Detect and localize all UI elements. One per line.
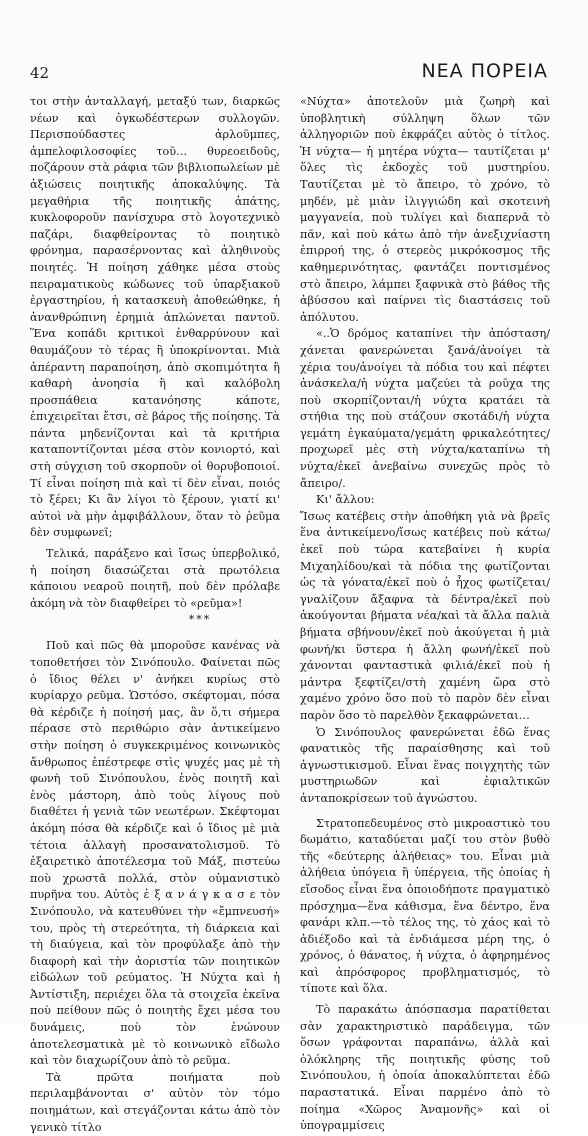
- paragraph: Ὁ Σινόπουλος φανερώνεται ἐδῶ ἕνας φανατικὸς τῆς παραίσθησης καὶ τοῦ ἀγνωστικισμοῦ. Εἶναι ἕνας ποιγχητὴς τῶν μυστηριωδῶν καὶ ἐφιαλτικῶν ἀνταποκρίσεων τοῦ ἀγνώστου.: [300, 725, 550, 805]
- paragraph: Τὰ πρῶτα ποιήματα ποὺ περιλαμβάνονται σ' αὐτὸν τὸν τόμο ποιημάτων, καὶ στεγάζονται κάτω ἀπὸ τὸν γενικὸ τίτλο: [30, 1070, 280, 1134]
- page-number: 42: [30, 64, 50, 82]
- quoted-poem: Ἴσως κατέβεις στὴν ἀποθήκη γιὰ νὰ βρεῖς ἕνα ἀντικείμενο/ἴσως κατέβεις ποὺ κάτω/ἐκεῖ ποὺ τώρα κατεβαίνει ἡ κυρία Μιχαηλίδου/καὶ τὰ πόδια της φωτίζονται ὡς τὰ γόνατα/ἐκεῖ ποὺ ὁ ἦχος φωτίζεται/γναλίζουν ἄξαφνα τὰ δέντρα/ἐκεῖ ποὺ ἀκούγονται βήματα νέα/καὶ τὰ ἄλλα παλιὰ βήματα σβήνουν/ἐκεῖ ποὺ ἀκούγεται ἡ μιὰ φωνή/κι ὕστερα ἡ ἄλλη φωνή/ἐκεῖ ποὺ χάνονται φανταστικὰ φιλιά/ἐκεῖ ποὺ ἡ μάντρα ξεφτίζει/στὴ χαμένη ὥρα στὸ χαμένο χρόνο ὅσο ποὺ τὸ παρὸν δὲν εἶναι παρὸν ὅσο τὸ παρελθὸν ξεκαφρώνεται…: [300, 509, 550, 722]
- paragraph: τοι στὴν ἀνταλλαγή, μεταξύ των, διαρκῶς νέων καὶ ὀγκωδέστερων συλλογῶν. Περισπούδαστες ἀρλοῦμπες, ἀμπελοφιλοσοφίες τοῦ… θυρεοειδοῦς, ποζάρουν στὰ ράφια τῶν βιβλιοπωλείων μὲ ἀξιώσεις ποιητικῆς ἀποκαλύψης. Τὰ μεγαθήρια τῆς ποιητικῆς ἀπάτης, κυκλοφοροῦν πανίσχυρα στὸ λογοτεχνικὸ παζάρι, διαφθείροντας τὸ ποιητικὸ φρόνημα, παρασέρνοντας καὶ ἀληθινοὺς ποιητές. Ἡ ποίηση χάθηκε μέσα στοὺς πειραματικοὺς κώδωνες τοῦ ὑπαρξιακοῦ ἐργαστηρίου, ἡ κατασκευὴ ἀποθεώθηκε, ἡ ἀνανθρώπινη ἐρημιὰ ἁπλώνεται παντοῦ. Ἕνα κοπάδι κριτικοὶ ἐνθαρρύνουν καὶ θαυμάζουν τὸ τέρας ἢ ὑποκρίνονται. Μιὰ ἀπέραντη παραποίηση, ἀπὸ σκοπιμότητα ἢ καθαρὴ ἀνοησία ἢ καὶ καλόβολη προσπάθεια κατανόησης κάποτε, ἐπιχειρεῖται ἔτσι, σὲ βάρος τῆς ποίησης. Τὰ πάντα μηδενίζονται καὶ τὰ κριτήρια καταποντίζονται μέσα στὸν κονιορτό, καὶ στὴ σύγχιση τοῦ σκορποῦν οἱ θορυβοποιοί. Τί εἶναι ποίηση πιὰ καὶ τί δὲν εἶναι, ποιός τὸ ξέρει; Κι ἂν λίγοι τὸ ξέρουν, γιατί κι' αὐτοὶ νὰ μὴν ἀμφιβάλλουν, ὅταν τὸ ῥεῦμα δὲν συμφωνεῖ;: [30, 95, 280, 540]
- right-text-column: [300, 94, 550, 1133]
- running-title: ΝΕΑ ΠΟΡΕΙΑ: [421, 60, 548, 82]
- paragraph: Τὸ παρακάτω ἀπόσπασμα παρατίθεται σὰν χαρακτηριστικὸ παράδειγμα, τῶν ὅσων γράφονται παραπάνω, ἀλλὰ καὶ ὁλόκληρης τῆς ποιητικῆς φύσης τοῦ Σινόπουλου, ἡ ὁποία ἀποκαλύπτεται ἐδῶ παραστατικά. Εἶναι παρμένο ἀπὸ τὸ ποίημα «Χῶρος Ἀναμονῆς» καὶ οἱ ὑπογραμμίσεις: [300, 1003, 550, 1133]
- paragraph: Στρατοπεδευμένος στὸ μικροαστικὸ του δωμάτιο, καταδύεται μαζί του στὸν βυθὸ τῆς «δεύτερης ἀλήθειας» του. Εἶναι μιὰ ἀλήθεια ὑπόγεια ἢ ὑπέργεια, τῆς ὁποίας ἡ εἴσοδος εἶναι ἕνα ὁποιοδήποτε πραγματικὸ πρόσχημα—ἕνα κάθισμα, ἕνα δέντρο, ἕνα φανάρι κλπ.—τὸ τέλος της, τὸ χάος καὶ τὸ ἀδιέξοδο καὶ τὰ ἐνδιάμεσα μέρη της, ὁ χρόνος, ὁ θάνατος, ἡ νύχτα, ὁ ἀφηρημένος καὶ ἀπρόσφορος προβληματισμός, τὸ τίποτε καὶ ὅλα.: [300, 816, 550, 996]
- page-header: [30, 60, 548, 84]
- section-divider: ***: [188, 613, 212, 627]
- left-text-column: [30, 94, 280, 1134]
- quoted-poem: «..Ὁ δρόμος καταπίνει τὴν ἀπόσταση/χάνεται φανερώνεται ξανά/ἀνοίγει τὰ χέρια του/ἀνοίγει τὰ πόδια του καὶ πέφτει ἀνάσκελα/ἡ νύχτα μαζεύει τὰ ροῦχα της ποὺ σκορπίζονται/ἡ νύχτα κρατάει τὰ στήθια της ποὺ στάζουν σκοτάδι/ἡ νύχτα γεμάτη ἐγκαύματα/γεμάτη φρικαλεότητες/προχωρεῖ μὲς στὴ νύχτα/καταπίνω τὴ νύχτα/ἐκεῖ ἀνεβαίνω συνεχῶς πρὸς τὸ ἄπειρο/.: [300, 327, 550, 490]
- paragraph: Τελικά, παράξενο καὶ ἴσως ὑπερβολικό, ἡ ποίηση διασώζεται στὰ πρωτόλεια κάποιου νεαροῦ ποιητῆ, ποὺ δὲν πρόλαβε ἀκόμη νὰ τὸν διαφθείρει τὸ «ρεῦμα»!: [30, 547, 280, 610]
- paragraph: Ποῦ καὶ πῶς θὰ μποροῦσε κανένας νὰ τοποθετήσει τὸν Σινόπουλο. Φαίνεται πῶς ὁ ἴδιος θέλει ν' ἀνήκει κυρίως στὸ κυρίαρχο ρεῦμα. Ὡστόσο, σκέφτομαι, πόσα θὰ κέρδιζε ἡ ποίησή μας, ἂν ὅ,τι σήμερα πέρασε στὸ περιθώριο σὰν ἀντικείμενο στὴν ποίηση ὁ συγκεκριμένος κοινωνικὸς ἄνθρωπος ἐπέστρεφε στὶς ψυχές μας μὲ τὴ φωνὴ τοῦ Σινόπουλου, ἑνὸς ποιητῆ καὶ ἑνὸς μάστορη, ἀπὸ τοὺς λίγους ποὺ διαθέτει ἡ γενιὰ τῶν νεωτέρων. Σκέφτομαι ἀκόμη πόσα θὰ κέρδιζε καὶ ὁ ἴδιος μὲ μιὰ τέτοια ἀλλαγὴ προσανατολισμοῦ. Τὸ ἐξαιρετικὸ ἀποτέλεσμα τοῦ Μάξ, πιστεύω ποὺ χρωστᾶ πολλά, στὸν οὑμανιστικὸ πυρῆνα του. Αὐτὸς ἐ ξ α ν ά γ κ α σ ε τὸν Σινόπουλο, νὰ κατευθύνει τὴν «ἔμπνευσή» του, πρὸς τὴ στερεότητα, τὴ διάρκεια καὶ τὴ διαύγεια, καὶ τὸν προφύλαξε ἀπὸ τὴν διαφορὴ καὶ τὴν ἀοριστία τῶν ποιητικῶν εἰδώλων τοῦ ρεύματος. Ἡ Νύχτα καὶ ἡ Ἀντίστιξη, περιέχει ὅλα τὰ στοιχεῖα ἐκεῖνα ποὺ πείθουν πῶς ὁ ποιητὴς ἔχει μέσα του δυνάμεις, ποὺ τὸν ἐνώνουν ἀποτελεσματικὰ μὲ τὸ κοινωνικὸ εἴδωλο καὶ τὸν διαχωρίζουν ἀπὸ τὸ ρεῦμα.: [30, 639, 280, 1068]
- paragraph: Κι' ἄλλου:: [316, 493, 375, 507]
- paragraph: «Νύχτα» ἀποτελοῦν μιὰ ζωηρὴ καὶ ὑποβλητικὴ σύλληψη ὅλων τῶν ἀλληγοριῶν ποὺ ἐκφράζει αὐτὸς ὁ τίτλος. Ἡ νύχτα— ἡ μητέρα νύχτα— ταυτίζεται μ' ὅλες τὶς ἐκδοχὲς τοῦ μυστηρίου. Ταυτίζεται μὲ τὸ ἄπειρο, τὸ χρόνο, τὸ μηδέν, μὲ μιὰν ἰλιγγιώδη καὶ σκοτεινὴ μαγγανεία, ποὺ τυλίγει καὶ διαπερνᾶ τὸ πᾶν, καὶ ποὺ κάτω ἀπὸ τὴν ἀνεξιχνίαστη ἐπιρροή της, ὁ στερεὸς μικρόκοσμος τῆς καθημερινότητας, φαντάζει ποντισμένος στὸ ἄπειρο, λάμπει ξαφνικὰ στὸ βάθος τῆς ἀβύσσου καὶ παίρνει τὶς διαστάσεις τοῦ ἀπόλυτου.: [300, 95, 550, 324]
